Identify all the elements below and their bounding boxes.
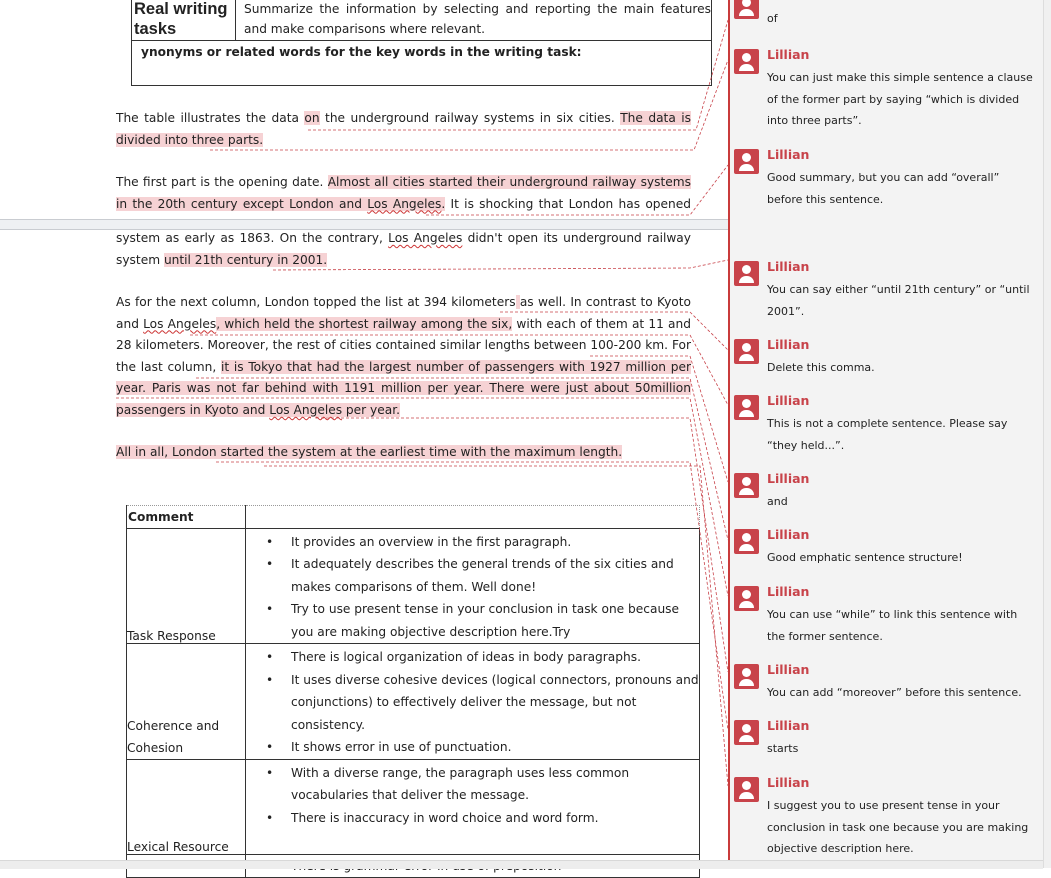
- highlight-almost-all[interactable]: Almost all cities started their underground railway systems in the 20th century except London and Los Angeles.: [116, 175, 691, 211]
- highlight-tokyo[interactable]: it is Tokyo that had the largest number of passengers with 1927 million per year.: [116, 359, 691, 396]
- task-title: Real writing tasks: [134, 0, 228, 38]
- highlight-which-held[interactable]: which held the shortest railway among the six,: [220, 316, 513, 331]
- highlight-divided[interactable]: The data is divided into three parts.: [116, 111, 691, 147]
- highlight-kyoto[interactable]: There were just about 50million passengers in Kyoto and Los Angeles per year.: [116, 381, 691, 417]
- synonyms-row: ynonyms or related words for the key words in the writing task:: [141, 45, 582, 59]
- highlight-on[interactable]: on: [304, 111, 320, 125]
- criterion-label: Task Response: [127, 629, 216, 643]
- highlight-paris[interactable]: Paris was not far behind with 1191 million per year.: [145, 381, 484, 396]
- criterion-bullets: • It provides an overview in the first paragraph. • It adequately describes the general trends of the six cities and makes comparisons of them. Well done! • Try to use present tense in your conclusion in task one because you are making objective description here.Try: [246, 531, 699, 644]
- essay-paragraph-1: The table illustrates the data on the underground railway systems in six cities. The data is divided into three parts.: [116, 111, 691, 147]
- highlight-conclusion[interactable]: All in all, London started the system at the earliest time with the maximum length.: [116, 445, 623, 459]
- essay-paragraph-3: As for the next column, London topped the list at 394 kilometers as well. In contrast to Kyoto and Los Angeles, which held the shortest railway among the six, with each of them at 11 and 28 kilometers. Moreover, the rest of cities contained similar lengths between 100-200 km. For the last column, it is Tokyo that had the largest number of passengers with 1927 million per year. Paris was not far behind with 1191 million per year. There were just about 50million passengers in Kyoto and Los Angeles per year.: [116, 295, 691, 417]
- task-instruction: Summarize the information by selecting and reporting the main features and make comparisons where relevant.: [244, 2, 711, 36]
- highlight-2001[interactable]: until 21th century in 2001.: [163, 252, 328, 267]
- essay-paragraph-2-continued: system as early as 1863. On the contrary, Los Angeles didn't open its underground railway system until 21th century in 2001.: [116, 231, 691, 267]
- criterion-label: Lexical Resource: [127, 839, 229, 854]
- criterion-bullets: • There is logical organization of ideas in body paragraphs. • It uses diverse cohesive devices (logical connectors, pronouns and conjunctions) to effectively deliver the message, but not consistency. • It shows error in use of punctuation.: [246, 644, 699, 759]
- essay-paragraph-2: The first part is the opening date. Almost all cities started their underground railway systems in the 20th century except London and Los Angeles. It is shocking that London has opened: [116, 175, 691, 211]
- comment-table-header: Comment: [128, 510, 194, 524]
- criterion-label: Coherence and Cohesion: [127, 718, 220, 755]
- vertical-scrollbar[interactable]: [1043, 0, 1051, 868]
- criterion-bullets: • With a diverse range, the paragraph uses less common vocabularies that deliver the message. • There is inaccuracy in word choice and word form.: [246, 760, 699, 830]
- highlight-comma-2[interactable]: ,: [216, 316, 221, 331]
